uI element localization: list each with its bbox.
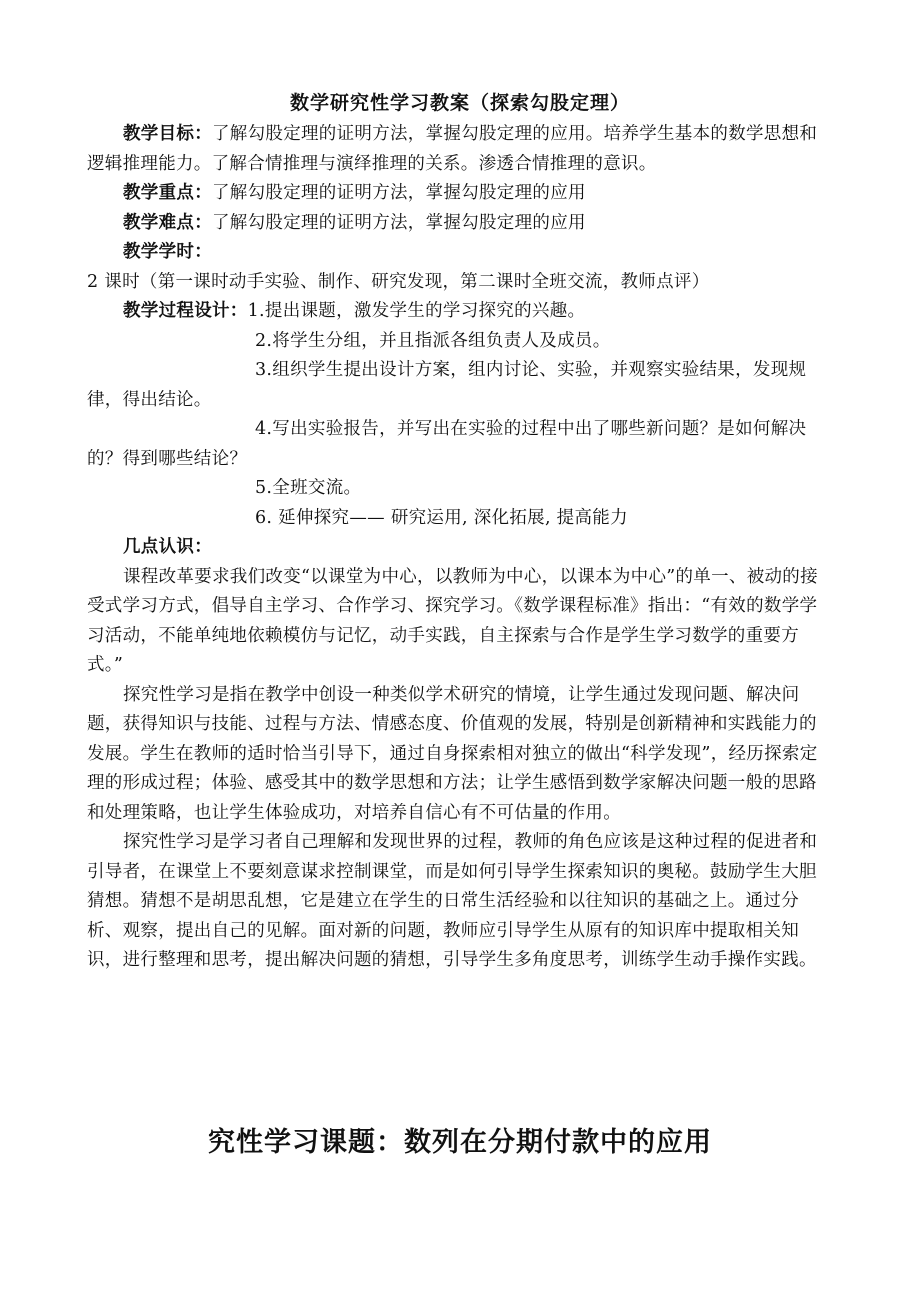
difficulty-paragraph — [87, 209, 833, 239]
process-step-text: 1.提出课题，激发学生的学习探究的兴趣。 — [247, 301, 586, 321]
objective-label: 教学目标： — [123, 124, 212, 144]
insight-paragraph: 探究性学习是指在教学中创设一种类似学术研究的情境，让学生通过发现问题、解决问题，获得知识与技能、过程与方法、情感态度、价值观的发展，特别是创新精神和实践能力的发展。学生在教师的适时恰当引导下，通过自身探索相对独立的做出“科学发现”，经历探索定理的形成过程；体验、感受其中的数学思想和方法；让学生感悟到数学家解决问题一般的思路和处理策略，也让学生体验成功，对培养自信心有不可估量的作用。 — [87, 684, 818, 823]
difficulty-text: 了解勾股定理的证明方法，掌握勾股定理的应用 — [212, 212, 586, 233]
insights-label: 几点认识： — [123, 537, 212, 557]
key-point-text: 了解勾股定理的证明方法，掌握勾股定理的应用 — [212, 183, 586, 203]
hours-text: 2 课时（第一课时动手实验、制作、研究发现，第二课时全班交流，教师点评） — [87, 271, 710, 292]
process-step-3: 3.组织学生提出设计方案，组内讨论、实验，并观察实验结果，发现规律，得出结论。 — [87, 360, 807, 410]
key-point-label: 教学重点： — [123, 183, 212, 203]
process-label: 教学过程设计： — [123, 301, 248, 321]
process-step-5: 5.全班交流。 — [255, 478, 362, 498]
key-point-paragraph — [87, 179, 833, 209]
next-topic-title: 究性学习课题：数列在分期付款中的应用 — [208, 1127, 712, 1158]
objective-paragraph — [87, 120, 833, 179]
process-step-1 — [87, 297, 833, 327]
document-title: 数学研究性学习教案（探索勾股定理） — [289, 92, 630, 114]
process-step-6: 6. 延伸探究—— 研究运用, 深化拓展, 提高能力 — [255, 507, 628, 528]
objective-text: 了解勾股定理的证明方法，掌握勾股定理的应用。培养学生基本的数学思想和逻辑推理能力。了解合情推理与演绎推理的关系。渗透合情推理的意识。 — [87, 124, 818, 174]
hours-label: 教学学时： — [123, 242, 212, 262]
hours-paragraph — [87, 238, 833, 297]
difficulty-label: 教学难点： — [123, 212, 212, 233]
insight-paragraph: 课程改革要求我们改变“以课堂为中心，以教师为中心，以课本为中心”的单一、被动的接受式学习方式，倡导自主学习、合作学习、探究学习。《数学课程标准》指出：“有效的数学学习活动，不能单纯地依赖模仿与记忆，动手实践，自主探索与合作是学生学习数学的重要方式。” — [87, 566, 818, 675]
process-step-4: 4.写出实验报告，并写出在实验的过程中出了哪些新问题？是如何解决的？得到哪些结论？ — [87, 419, 807, 469]
insight-paragraph: 探究性学习是学习者自己理解和发现世界的过程，教师的角色应该是这种过程的促进者和引导者，在课堂上不要刻意谋求控制课堂，而是如何引导学生探索知识的奥秘。鼓励学生大胆猜想。猜想不是胡思乱想，它是建立在学生的日常生活经验和以往知识的基础之上。通过分析、观察，提出自己的见解。面对新的问题，教师应引导学生从原有的知识库中提取相关知识，进行整理和思考，提出解决问题的猜想，引导学生多角度思考，训练学生动手操作实践。 — [87, 832, 818, 970]
process-step-2: 2.将学生分组，并且指派各组负责人及成员。 — [255, 330, 611, 351]
insights-heading — [87, 533, 833, 563]
lesson-plan-body — [87, 120, 833, 976]
